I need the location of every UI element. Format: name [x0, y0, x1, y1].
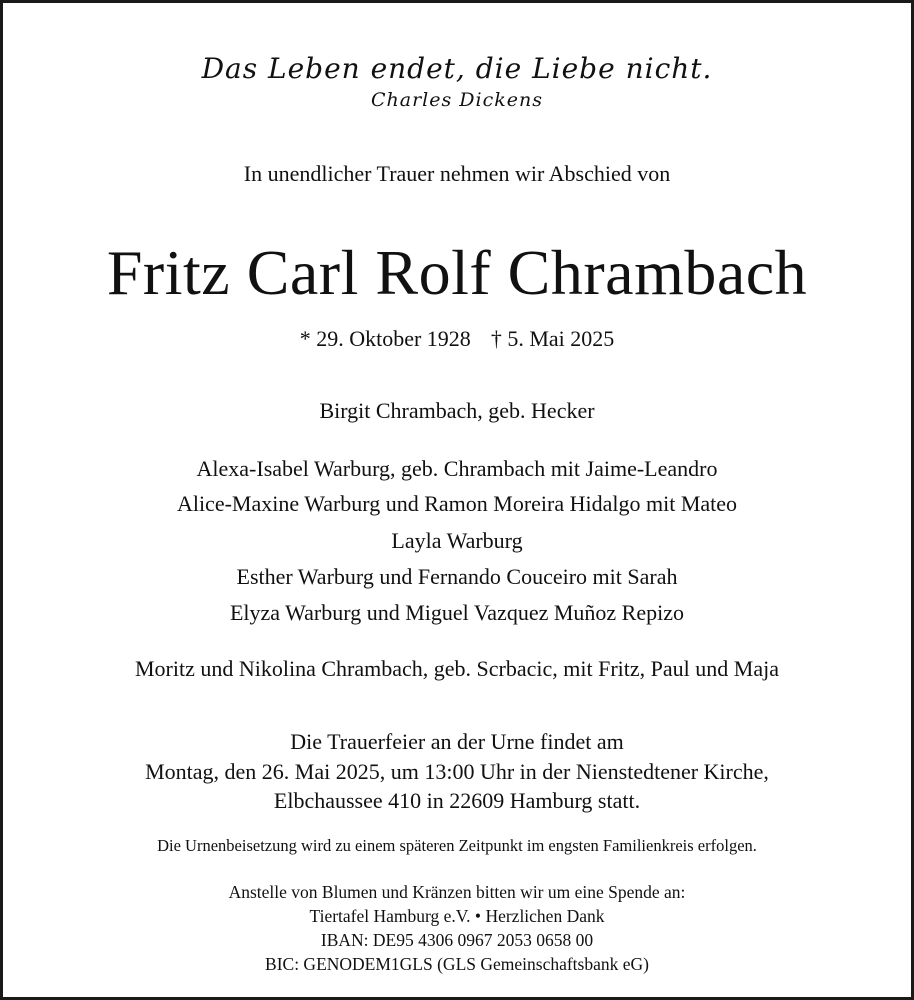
donation-line: Tiertafel Hamburg e.V. • Herzlichen Dank — [309, 906, 605, 926]
intro-text: In unendlicher Trauer nehmen wir Abschied von — [243, 161, 671, 186]
quote-author: Charles Dickens — [371, 89, 543, 111]
service-line: Die Trauerfeier an der Urne findet am — [290, 729, 624, 754]
service-line: Elbchaussee 410 in 22609 Hamburg statt. — [273, 788, 641, 813]
family-member: Elyza Warburg und Miguel Vazquez Muñoz Repizo — [229, 600, 684, 625]
donation-line: IBAN: DE95 4306 0967 2053 0658 00 — [320, 930, 594, 950]
service-line: Montag, den 26. Mai 2025, um 13:00 Uhr in der Nienstedtener Kirche, — [145, 759, 769, 784]
life-dates — [3, 328, 911, 350]
deceased-name: Fritz Carl Rolf Chrambach — [106, 237, 808, 308]
family-member: Birgit Chrambach, geb. Hecker — [319, 398, 595, 423]
family-member: Alice-Maxine Warburg und Ramon Moreira Hidalgo mit Mateo — [176, 491, 738, 516]
family-member: Esther Warburg und Fernando Couceiro mit Sarah — [236, 564, 678, 589]
family-member: Alexa-Isabel Warburg, geb. Chrambach mit Jaime-Leandro — [196, 456, 718, 481]
burial-note: Die Urnenbeisetzung wird zu einem späteren Zeitpunkt im engsten Familienkreis erfolgen. — [157, 836, 757, 855]
family-member: Moritz und Nikolina Chrambach, geb. Scrbacic, mit Fritz, Paul und Maja — [135, 656, 779, 681]
death-date: † 5. Mai 2025 — [490, 326, 615, 351]
donation-line: BIC: GENODEM1GLS (GLS Gemeinschaftsbank eG) — [265, 954, 649, 974]
donation-line: Anstelle von Blumen und Kränzen bitten wir um eine Spende an: — [228, 882, 686, 902]
quote-text: Das Leben endet, die Liebe nicht. — [201, 52, 713, 85]
birth-date: * 29. Oktober 1928 — [299, 326, 471, 351]
family-member: Layla Warburg — [391, 528, 523, 553]
